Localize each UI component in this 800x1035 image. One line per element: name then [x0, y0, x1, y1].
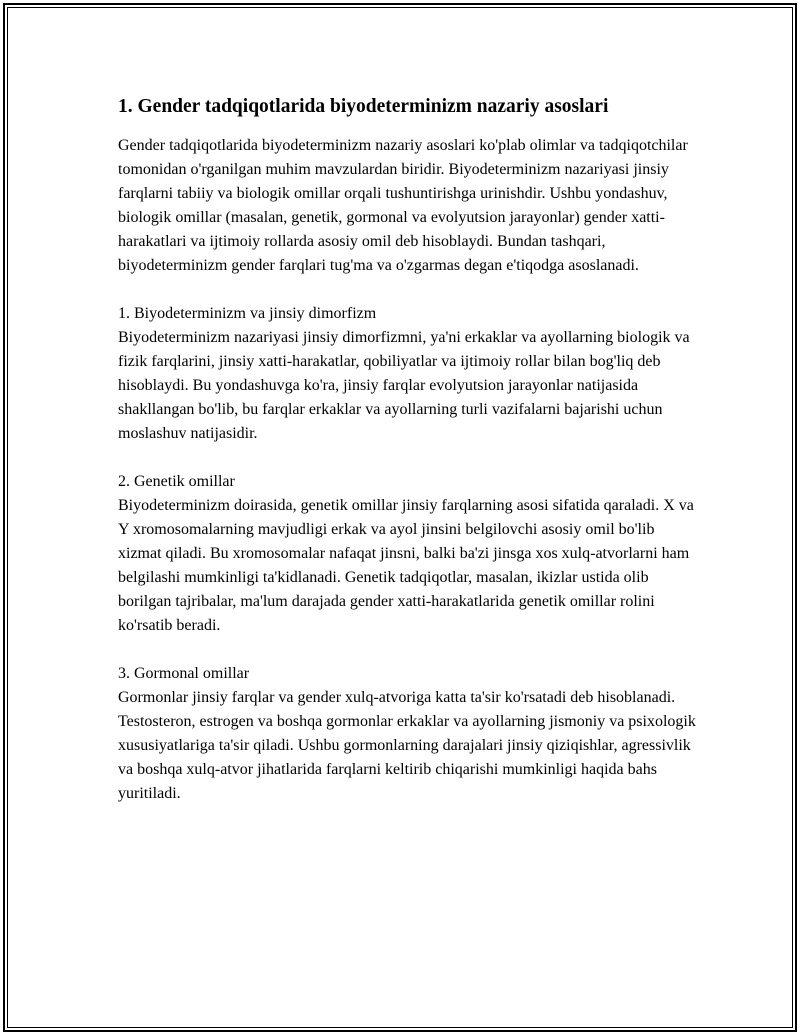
paragraph-gap: [118, 446, 698, 470]
document-body: [118, 94, 698, 806]
paragraph-gap: [118, 278, 698, 302]
document-title: 1. Gender tadqiqotlarida biyodeterminizm nazariy asoslari: [118, 96, 609, 117]
section-body: Biyodeterminizm nazariyasi jinsiy dimorfizmni, ya'ni erkaklar va ayollarning biologik va fizik farqlarini, jinsiy xatti-harakatlar, qobiliyatlar va ijtimoiy rollar bilan bog'liq deb hisoblaydi. Bu yondashuvga ko'ra, jinsiy farqlar evolyutsion jarayonlar natijasida shakllangan bo'lib, bu farqlar erkaklar va ayollarning turli vazifalarni bajarishi uchun moslashuv natijasidir.: [118, 329, 690, 442]
paragraph-gap: [118, 638, 698, 662]
section-heading: 3. Gormonal omillar: [118, 665, 250, 682]
section-heading: 1. Biyodeterminizm va jinsiy dimorfizm: [118, 305, 377, 322]
intro-paragraph: Gender tadqiqotlarida biyodeterminizm nazariy asoslari ko'plab olimlar va tadqiqotchilar tomonidan o'rganilgan muhim mavzulardan biridir. Biyodeterminizm nazariyasi jinsiy farqlarni tabiiy va biologik omillar orqali tushuntirishga urinishdir. Ushbu yondashuv, biologik omillar (masalan, genetik, gormonal va evolyutsion jarayonlar) gender xatti-harakatlari va ijtimoiy rollarda asosiy omil deb hisoblaydi. Bundan tashqari, biyodeterminizm gender farqlari tug'ma va o'zgarmas degan e'tiqodga asoslanadi.: [118, 137, 688, 274]
section-body: Biyodeterminizm doirasida, genetik omillar jinsiy farqlarning asosi sifatida qaraladi. X va Y xromosomalarning mavjudligi erkak va ayol jinsini belgilovchi asosiy omil bo'lib xizmat qiladi. Bu xromosomalar nafaqat jinsni, balki ba'zi jinsga xos xulq-atvorlarni ham belgilashi mumkinligi ta'kidlanadi. Genetik tadqiqotlar, masalan, ikizlar ustida olib borilgan tajribalar, ma'lum darajada gender xatti-harakatlarida genetik omillar rolini ko'rsatib beradi.: [118, 497, 694, 634]
section-body: Gormonlar jinsiy farqlar va gender xulq-atvoriga katta ta'sir ko'rsatadi deb hisoblanadi. Testosteron, estrogen va boshqa gormonlar erkaklar va ayollarning jismoniy va psixologik xususiyatlariga ta'sir qiladi. Ushbu gormonlarning darajalari jinsiy qiziqishlar, agressivlik va boshqa xulq-atvor jihatlarida farqlarni keltirib chiqarishi mumkinligi haqida bahs yuritiladi.: [118, 689, 696, 802]
section-heading: 2. Genetik omillar: [118, 473, 235, 490]
